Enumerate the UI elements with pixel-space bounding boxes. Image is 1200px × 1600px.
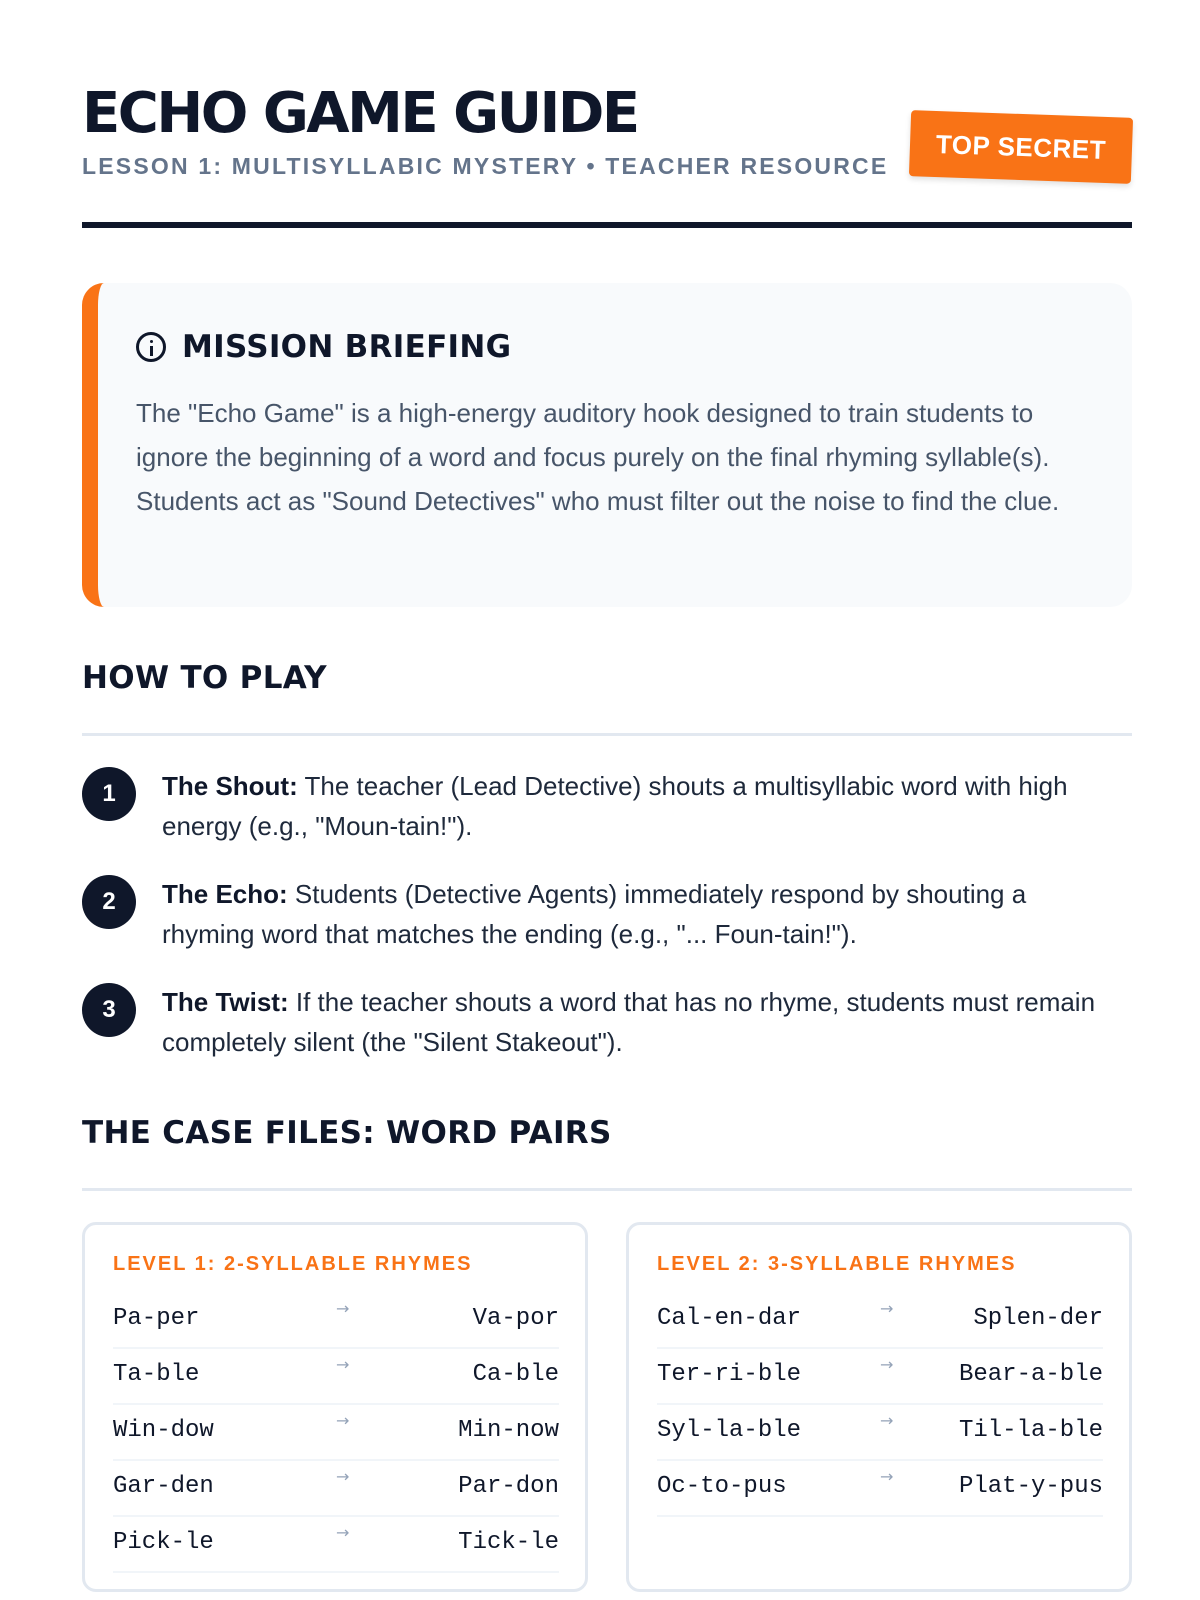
rhyme-word: Til-la-ble bbox=[958, 1417, 1103, 1444]
level-2-word-list bbox=[657, 1293, 1103, 1517]
step-number-badge: 1 bbox=[82, 767, 136, 821]
step-label: The Echo: bbox=[162, 879, 288, 909]
rhyme-word: Va-por bbox=[472, 1305, 559, 1332]
arrow-right-icon: → bbox=[336, 1467, 350, 1486]
word: Gar-den bbox=[113, 1473, 214, 1500]
rhyme-word: Splen-der bbox=[973, 1305, 1103, 1332]
word: Pick-le bbox=[113, 1529, 214, 1556]
word-pair-row bbox=[657, 1461, 1103, 1517]
how-to-play-heading: HOW TO PLAY bbox=[82, 660, 327, 696]
info-icon bbox=[136, 332, 166, 362]
word: Pa-per bbox=[113, 1305, 200, 1332]
word-pair-row bbox=[113, 1461, 559, 1517]
step-number-badge: 3 bbox=[82, 983, 136, 1037]
briefing-heading bbox=[136, 329, 511, 365]
word: Ta-ble bbox=[113, 1361, 200, 1388]
arrow-right-icon: → bbox=[336, 1411, 350, 1430]
rhyme-word: Min-now bbox=[458, 1417, 559, 1444]
how-to-play-divider bbox=[82, 733, 1132, 736]
word: Syl-la-ble bbox=[657, 1417, 802, 1444]
arrow-right-icon: → bbox=[880, 1467, 894, 1486]
word: Oc-to-pus bbox=[657, 1473, 787, 1500]
step-label: The Twist: bbox=[162, 987, 289, 1017]
word-pair-row bbox=[113, 1293, 559, 1349]
step-number-badge: 2 bbox=[82, 875, 136, 929]
page-title: ECHO GAME GUIDE bbox=[82, 81, 638, 146]
word: Ter-ri-ble bbox=[657, 1361, 802, 1388]
step-label: The Shout: bbox=[162, 771, 298, 801]
briefing-title: MISSION BRIEFING bbox=[182, 329, 512, 365]
arrow-right-icon: → bbox=[880, 1355, 894, 1374]
briefing-text: The "Echo Game" is a high-energy auditory hook designed to train students to ignore the beginning of a word and focus purely on the final rhyming syllable(s). Students act as "Sound Detectives" who must filter out the noise to find the clue. bbox=[136, 398, 1060, 516]
guide-page bbox=[82, 0, 1132, 1556]
word-pair-row bbox=[113, 1517, 559, 1573]
case-files-divider bbox=[82, 1188, 1132, 1191]
level-2-title: LEVEL 2: 3-SYLLABLE RHYMES bbox=[657, 1253, 1017, 1275]
arrow-right-icon: → bbox=[336, 1299, 350, 1318]
step-text bbox=[162, 874, 1122, 954]
rhyme-word: Plat-y-pus bbox=[958, 1473, 1103, 1500]
word: Cal-en-dar bbox=[657, 1305, 802, 1332]
step-description: If the teacher shouts a word that has no rhyme, students must remain completely silent (the "Silent Stakeout"). bbox=[162, 987, 1096, 1057]
step-description: Students (Detective Agents) immediately respond by shouting a rhyming word that matches the ending (e.g., "... Foun-tain!"). bbox=[162, 879, 1027, 949]
word-pair-row bbox=[657, 1405, 1103, 1461]
step-text bbox=[162, 766, 1122, 846]
rhyme-word: Ca-ble bbox=[472, 1361, 559, 1388]
rhyme-word: Tick-le bbox=[458, 1529, 559, 1556]
page-subtitle: LESSON 1: MULTISYLLABIC MYSTERY • TEACHER RESOURCE bbox=[82, 153, 889, 179]
level-1-card bbox=[82, 1222, 588, 1592]
case-files-heading: THE CASE FILES: WORD PAIRS bbox=[82, 1115, 612, 1151]
arrow-right-icon: → bbox=[336, 1355, 350, 1374]
rhyme-word: Bear-a-ble bbox=[958, 1361, 1103, 1388]
arrow-right-icon: → bbox=[336, 1523, 350, 1542]
rhyme-word: Par-don bbox=[458, 1473, 559, 1500]
step-text bbox=[162, 982, 1122, 1062]
level-1-word-list bbox=[113, 1293, 559, 1573]
level-1-title: LEVEL 1: 2-SYLLABLE RHYMES bbox=[113, 1253, 473, 1275]
word-pair-row bbox=[113, 1349, 559, 1405]
top-secret-stamp: TOP SECRET bbox=[909, 110, 1133, 184]
word-pair-row bbox=[657, 1293, 1103, 1349]
page-header bbox=[82, 0, 1132, 230]
arrow-right-icon: → bbox=[880, 1411, 894, 1430]
word-pair-row bbox=[113, 1405, 559, 1461]
header-divider bbox=[82, 222, 1132, 228]
arrow-right-icon: → bbox=[880, 1299, 894, 1318]
mission-briefing-callout bbox=[82, 283, 1132, 607]
word: Win-dow bbox=[113, 1417, 214, 1444]
level-2-card bbox=[626, 1222, 1132, 1592]
word-pair-row bbox=[657, 1349, 1103, 1405]
step-description: The teacher (Lead Detective) shouts a multisyllabic word with high energy (e.g., "Moun-tain!"). bbox=[162, 771, 1068, 841]
